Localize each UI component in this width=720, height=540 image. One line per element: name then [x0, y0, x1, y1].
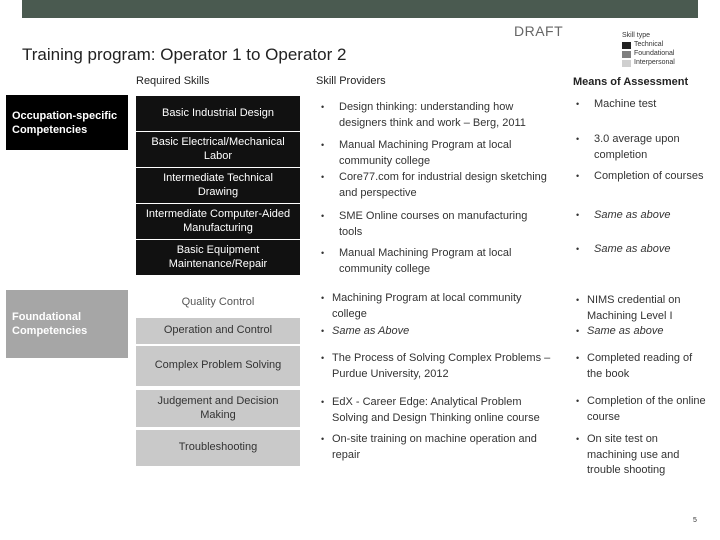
skill-operation-and-control: Operation and Control	[136, 318, 300, 344]
category-foundational: Foundational Competencies	[6, 290, 128, 358]
legend-item-interpersonal: Interpersonal	[622, 59, 675, 68]
skill-intermediate-technical-drawing: Intermediate Technical Drawing	[136, 168, 300, 204]
top-banner	[22, 0, 698, 18]
skill-complex-problem-solving: Complex Problem Solving	[136, 346, 300, 386]
assessment-item: • Same as above	[576, 325, 664, 337]
assessment-item: • On site test on machining use and trouble shooting	[576, 433, 680, 476]
header-means-of-assessment: Means of Assessment	[573, 76, 689, 88]
assessment-item: • NIMS credential on Machining Level I	[576, 294, 681, 322]
provider-item: • Core77.com for industrial design sketching and perspective	[321, 171, 547, 199]
assessment-item: • Completion of the online course	[576, 395, 706, 423]
provider-item: • Manual Machining Program at local community college	[321, 247, 512, 275]
legend-title: Skill type	[622, 32, 651, 39]
page-title: Training program: Operator 1 to Operator 2	[22, 45, 347, 64]
skill-type-legend	[622, 32, 675, 68]
provider-item: • EdX - Career Edge: Analytical Problem Solving and Design Thinking online course	[321, 396, 540, 424]
category-occupation-specific: Occupation-specific Competencies	[6, 95, 128, 150]
skill-basic-industrial-design: Basic Industrial Design	[136, 96, 300, 132]
assessment-item: • Machine test	[576, 98, 657, 110]
skill-equipment-maintenance: Basic Equipment Maintenance/Repair	[136, 240, 300, 276]
skill-judgement-decision-making: Judgement and Decision Making	[136, 390, 300, 427]
provider-item: • Machining Program at local community college	[321, 292, 522, 320]
skill-basic-electrical-mechanical-labor: Basic Electrical/Mechanical Labor	[136, 132, 300, 168]
provider-item: • On-site training on machine operation and repair	[321, 433, 537, 461]
assessment-item: • Same as above	[576, 243, 671, 255]
draft-label: DRAFT	[514, 23, 564, 39]
assessment-item: • Completed reading of the book	[576, 352, 693, 380]
assessment-item: • Same as above	[576, 209, 671, 221]
header-skill-providers: Skill Providers	[316, 75, 386, 87]
legend-item-foundational: Foundational	[622, 50, 675, 59]
provider-item: • SME Online courses on manufacturing tools	[321, 210, 528, 238]
provider-item: • Manual Machining Program at local community college	[321, 139, 512, 167]
assessment-item: • 3.0 average upon completion	[576, 133, 680, 161]
provider-item: • The Process of Solving Complex Problems – Purdue University, 2012	[321, 352, 551, 380]
page-number: 5	[693, 517, 697, 524]
provider-item: • Same as Above	[321, 325, 410, 337]
legend-item-technical: Technical	[622, 41, 675, 50]
skill-troubleshooting: Troubleshooting	[136, 430, 300, 466]
skill-intermediate-cam: Intermediate Computer-Aided Manufacturing	[136, 204, 300, 240]
assessment-item: • Completion of courses	[576, 170, 704, 182]
provider-item: • Design thinking: understanding how designers think and work – Berg, 2011	[321, 101, 526, 129]
header-required-skills: Required Skills	[136, 75, 210, 87]
skill-quality-control: Quality Control	[136, 290, 300, 316]
